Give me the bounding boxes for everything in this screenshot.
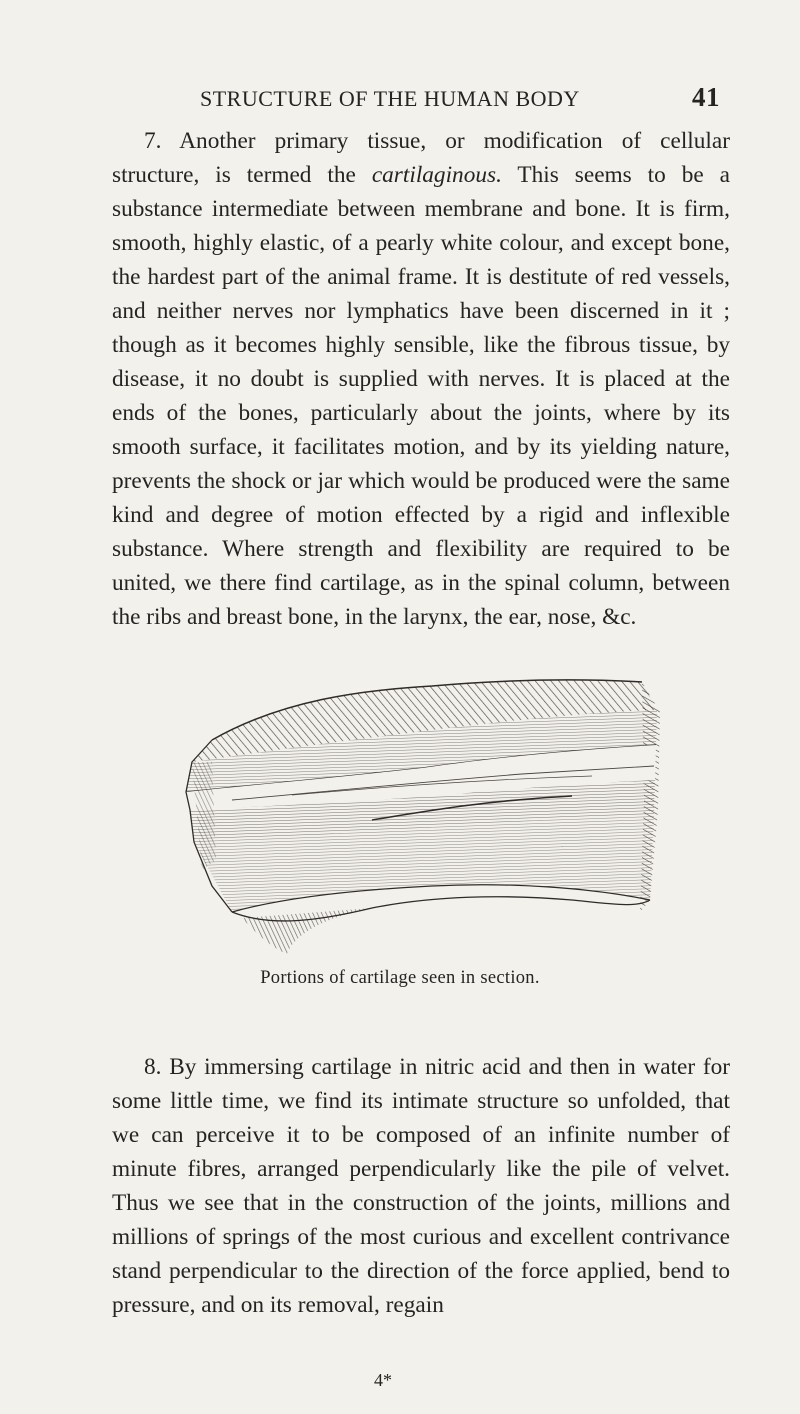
figure-caption: Portions of cartilage seen in section. [260, 968, 540, 988]
paragraph-7 [112, 124, 730, 634]
running-title: STRUCTURE OF THE HUMAN BODY [200, 86, 580, 111]
paragraph-8-number: 8. [144, 1054, 162, 1080]
paragraph-7-text-start: Another primary tissue, or modification of cellular structure, is termed the [112, 128, 730, 188]
paragraph-8-text: By immersing cartilage in nitric acid and then in water for some little time, we find its intimate structure so unfolded, that we can perceive it to be composed of an infinite number of minute fibres, arranged perpendicularly like the pile of velvet. Thus we see that in the construction of the joints, millions and millions of springs of the most curious and excellent contrivance stand perpendicular to the direction of the force applied, bend to pressure, and on its removal, regain [112, 1054, 730, 1318]
cartilage-section-illustration [172, 650, 672, 955]
paragraph-8 [112, 1050, 730, 1322]
paragraph-7-text-rest: This seems to be a substance intermediate between membrane and bone. It is firm, smooth, highly elastic, of a pearly white colour, and except bone, the hardest part of the animal frame. It is destitute of red vessels, and neither nerves nor lymphatics have been discerned in it ; though as it becomes highly sensible, like the fibrous tissue, by disease, it no doubt is supplied with nerves. It is placed at the ends of the bones, particularly about the joints, where by its smooth surface, it facilitates motion, and by its yielding nature, prevents the shock or jar which would be produced were the same kind and degree of motion effected by a rigid and inflexible substance. Where strength and flexibility are required to be united, we there find cartilage, as in the spinal column, between the ribs and breast bone, in the larynx, the ear, nose, &c. [112, 162, 731, 630]
paragraph-7-number: 7. [144, 128, 162, 154]
signature-mark: 4* [374, 1370, 392, 1390]
italic-term-cartilaginous: cartilaginous. [371, 162, 502, 188]
page-number: 41 [692, 82, 720, 112]
cartilage-engraving [172, 650, 672, 955]
